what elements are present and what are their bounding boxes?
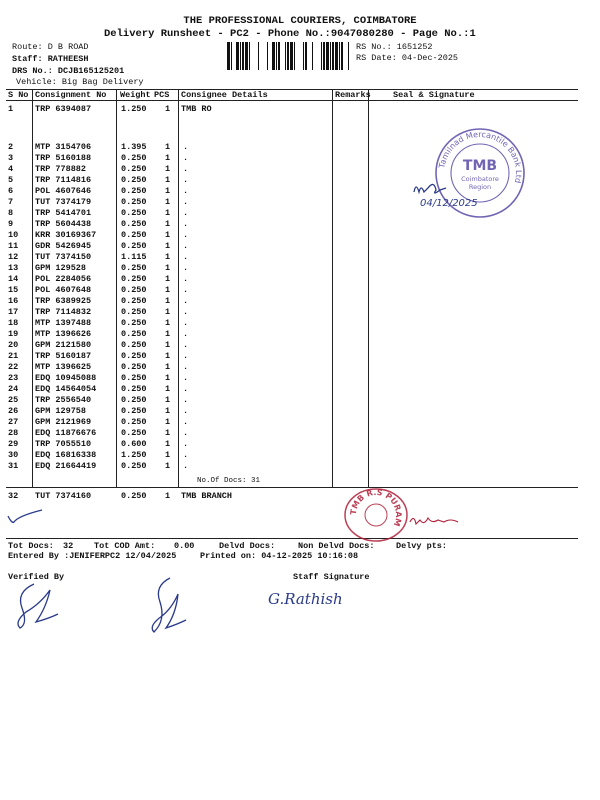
table-row [0,461,600,472]
row-pcs: 1 [165,208,171,218]
row-sno: 25 [8,395,19,405]
row-consignee: . [183,329,189,339]
row-sno: 9 [8,219,14,229]
row-consignment: EDQ 21664419 [35,461,97,471]
row-consignee: . [183,307,189,317]
row-weight: 0.250 [121,307,147,317]
row-sno: 18 [8,318,19,328]
row-sno: 17 [8,307,19,317]
row-consignee: . [183,351,189,361]
row-consignee: TMB BRANCH [181,491,233,501]
row-consignee: . [183,252,189,262]
cod-label: Tot COD Amt: [94,541,156,551]
verified-by: Verified By [8,572,65,582]
tick-mark-icon [6,506,46,526]
row-consignment: TUT 7374179 [35,197,92,207]
row-sno: 12 [8,252,19,262]
row-consignee: . [183,373,189,383]
row-pcs: 1 [165,274,171,284]
row-weight: 0.250 [121,461,147,471]
row-consignee: . [183,241,189,251]
row-consignee: . [183,384,189,394]
table-row [0,285,600,296]
row-consignee: . [183,153,189,163]
row-sno: 4 [8,164,14,174]
row-pcs: 1 [165,450,171,460]
row-consignment: TRP 7055510 [35,439,92,449]
row-consignment: EDQ 11876676 [35,428,97,438]
row-sno: 21 [8,351,19,361]
row-sno: 16 [8,296,19,306]
table-row [0,318,600,329]
row-weight: 0.600 [121,439,147,449]
row-sno: 19 [8,329,19,339]
row-consignee: . [183,197,189,207]
row-pcs: 1 [165,219,171,229]
row-pcs: 1 [165,351,171,361]
row-consignment: TRP 5604438 [35,219,92,229]
row-pcs: 1 [165,461,171,471]
header-sno: S No [8,90,29,100]
row-sno: 22 [8,362,19,372]
row-pcs: 1 [165,373,171,383]
row-consignee: . [183,175,189,185]
row-consignee: . [183,439,189,449]
staff-signature-label: Staff Signature [293,572,370,582]
row-consignee: . [183,395,189,405]
rs-date: RS Date: 04-Dec-2025 [356,53,459,63]
svg-text:Coimbatore: Coimbatore [461,175,499,183]
row-pcs: 1 [165,252,171,262]
header-weight: Weight [120,90,151,100]
row-weight: 1.115 [121,252,147,262]
row-sno: 20 [8,340,19,350]
delvy-pts: Delvy pts: [396,541,448,551]
rs-puram-stamp [342,486,410,544]
table-row [0,373,600,384]
row-consignment: TRP 5414701 [35,208,92,218]
row-sno: 31 [8,461,19,471]
barcode [227,42,352,70]
row-consignee: . [183,362,189,372]
row-weight: 0.250 [121,428,147,438]
table-row [0,439,600,450]
row-consignee: . [183,285,189,295]
header-consignment: Consignment No [35,90,107,100]
row-sno: 24 [8,384,19,394]
table-row [0,362,600,373]
row-consignment: EDQ 10945088 [35,373,97,383]
row-pcs: 1 [165,197,171,207]
row-pcs: 1 [165,142,171,152]
row-consignee: . [183,406,189,416]
row-pcs: 1 [165,340,171,350]
table-row [0,329,600,340]
row-sno: 26 [8,406,19,416]
row-pcs: 1 [165,175,171,185]
route: Route: D B ROAD [12,42,89,52]
row-weight: 0.250 [121,384,147,394]
row-pcs: 1 [165,491,171,501]
row-sno: 30 [8,450,19,460]
row-weight: 0.250 [121,340,147,350]
row-sno: 11 [8,241,19,251]
row-weight: 0.250 [121,219,147,229]
row-consignment: GPM 129528 [35,263,87,273]
svg-text:TMB: TMB [462,158,498,174]
no-of-docs: No.Of Docs: 31 [197,477,261,485]
rs-no: RS No.: 1651252 [356,42,433,52]
row-sno: 2 [8,142,14,152]
row-consignee: TMB RO [181,104,212,114]
row-consignment: TRP 5160187 [35,351,92,361]
row-pcs: 1 [165,329,171,339]
runsheet-subtitle: Delivery Runsheet - PC2 - Phone No.:9047080280 - Page No.:1 [104,28,476,40]
non-delvd-docs: Non Delvd Docs: [298,541,375,551]
row-consignment: GPM 129758 [35,406,87,416]
row-consignment: MTP 1397488 [35,318,92,328]
tot-docs-value: 32 [63,541,74,551]
row-weight: 0.250 [121,318,147,328]
verifier-signature-2 [140,572,190,640]
header-seal: Seal & Signature [393,90,475,100]
row-consignment: TRP 6394087 [35,104,92,114]
row-consignee: . [183,461,189,471]
row-sno: 7 [8,197,14,207]
cod-value: 0.00 [174,541,195,551]
row-sno: 3 [8,153,14,163]
row-consignment: POL 4607648 [35,285,92,295]
row-consignment: EDQ 16816338 [35,450,97,460]
row-weight: 0.250 [121,208,147,218]
row-weight: 0.250 [121,230,147,240]
svg-text:04/12/2025: 04/12/2025 [420,198,478,209]
row-sno: 6 [8,186,14,196]
svg-text:Region: Region [468,183,492,191]
row-consignment: TUT 7374150 [35,252,92,262]
row-sno: 13 [8,263,19,273]
row-consignment: TRP 6389925 [35,296,92,306]
row-consignment: MTP 1396626 [35,329,92,339]
row-consignment: MTP 1396625 [35,362,92,372]
row-pcs: 1 [165,318,171,328]
svg-text:TMB R.S PURAM: TMB R.S PURAM [348,487,404,528]
table-row [0,450,600,461]
row-pcs: 1 [165,230,171,240]
row-weight: 0.250 [121,362,147,372]
row-weight: 0.250 [121,241,147,251]
table-row [0,219,600,230]
table-row [0,417,600,428]
row-consignment: TRP 2556540 [35,395,92,405]
row-consignee: . [183,219,189,229]
row-sno: 15 [8,285,19,295]
row-consignee: . [183,340,189,350]
table-row [0,296,600,307]
table-row [0,491,600,502]
row-weight: 0.250 [121,197,147,207]
table-row [0,230,600,241]
row-consignment: TRP 7114816 [35,175,92,185]
table-header [0,90,600,101]
row-weight: 0.250 [121,296,147,306]
row-consignment: TRP 7114832 [35,307,92,317]
entered-by: Entered By :JENIFERPC2 12/04/2025 [8,551,177,561]
row-consignee: . [183,230,189,240]
row-sno: 23 [8,373,19,383]
row-pcs: 1 [165,307,171,317]
row-sno: 27 [8,417,19,427]
stamp2-initials [408,512,468,530]
printed-on: Printed on: 04-12-2025 10:16:08 [200,551,359,561]
row-pcs: 1 [165,104,171,114]
svg-text:Tamilnad Mercantile Bank Ltd: Tamilnad Mercantile Bank Ltd [437,129,524,185]
table-row [0,428,600,439]
row-consignee: . [183,417,189,427]
row-weight: 0.250 [121,351,147,361]
table-row [0,351,600,362]
row-weight: 0.250 [121,373,147,383]
row-sno: 5 [8,175,14,185]
row-sno: 8 [8,208,14,218]
row-consignee: . [183,428,189,438]
row-consignee: . [183,318,189,328]
table-row [0,274,600,285]
row-pcs: 1 [165,186,171,196]
table-row [0,104,600,115]
row-weight: 1.250 [121,450,147,460]
header-remarks: Remarks [335,90,371,100]
delvd-docs: Delvd Docs: [219,541,276,551]
row-sno: 10 [8,230,19,240]
row-consignee: . [183,186,189,196]
table-row [0,395,600,406]
row-consignee: . [183,263,189,273]
row-consignment: GPM 2121580 [35,340,92,350]
header-pcs: PCS [154,90,170,100]
verifier-signature-1 [6,578,66,634]
row-weight: 0.250 [121,417,147,427]
row-consignee: . [183,142,189,152]
row-consignment: KRR 30169367 [35,230,97,240]
row-pcs: 1 [165,241,171,251]
row-sno: 14 [8,274,19,284]
row-consignment: MTP 3154706 [35,142,92,152]
drs-no: DRS No.: DCJB165125201 [12,66,125,76]
row-weight: 0.250 [121,329,147,339]
row-weight: 0.250 [121,406,147,416]
row-pcs: 1 [165,395,171,405]
row-sno: 32 [8,491,19,501]
row-pcs: 1 [165,406,171,416]
row-consignment: POL 4607646 [35,186,92,196]
row-weight: 0.250 [121,274,147,284]
row-pcs: 1 [165,428,171,438]
row-consignee: . [183,164,189,174]
table-row [0,384,600,395]
row-consignment: TRP 778882 [35,164,87,174]
row-pcs: 1 [165,153,171,163]
row-pcs: 1 [165,285,171,295]
row-weight: 0.250 [121,153,147,163]
staff: Staff: RATHEESH [12,54,89,64]
row-weight: 0.250 [121,285,147,295]
row-sno: 1 [8,104,14,114]
row-weight: 0.250 [121,175,147,185]
row-pcs: 1 [165,384,171,394]
row-consignment: TUT 7374160 [35,491,92,501]
row-consignment: POL 2284056 [35,274,92,284]
row-weight: 0.250 [121,263,147,273]
row-consignment: GDR 5426945 [35,241,92,251]
tot-docs-label: Tot Docs: [8,541,54,551]
row-consignment: TRP 5160188 [35,153,92,163]
row-consignee: . [183,208,189,218]
vehicle: Vehicle: Big Bag Delivery [16,77,144,87]
row-weight: 0.250 [121,186,147,196]
row-sno: 28 [8,428,19,438]
row-consignee: . [183,296,189,306]
row-pcs: 1 [165,296,171,306]
row-consignee: . [183,274,189,284]
row-consignment: GPM 2121969 [35,417,92,427]
row-weight: 0.250 [121,491,147,501]
row-consignment: EDQ 14564054 [35,384,97,394]
row-consignee: . [183,450,189,460]
table-row [0,406,600,417]
row-pcs: 1 [165,164,171,174]
table-row [0,241,600,252]
row-weight: 1.395 [121,142,147,152]
row-weight: 0.250 [121,395,147,405]
header-consignee: Consignee Details [181,90,268,100]
row-weight: 1.250 [121,104,147,114]
staff-handwritten-signature: G.Rathish [268,590,343,608]
handwritten-initials [410,176,500,210]
row-pcs: 1 [165,362,171,372]
row-sno: 29 [8,439,19,449]
table-row [0,340,600,351]
row-weight: 0.250 [121,164,147,174]
company-title: THE PROFESSIONAL COURIERS, COIMBATORE [183,15,417,27]
row-pcs: 1 [165,263,171,273]
table-row [0,252,600,263]
row-pcs: 1 [165,439,171,449]
table-row [0,307,600,318]
table-row [0,263,600,274]
row-pcs: 1 [165,417,171,427]
